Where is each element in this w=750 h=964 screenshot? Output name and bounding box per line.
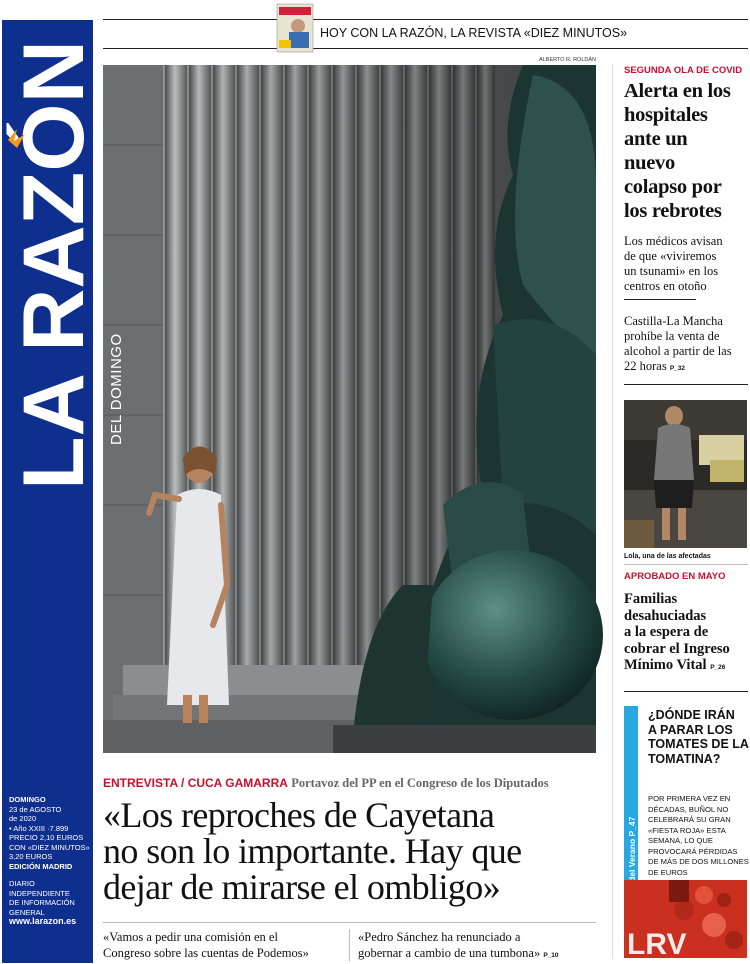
covid-brief-line: Castilla-La Mancha — [624, 314, 723, 328]
tomatina-headline-line: A PARAR LOS — [648, 722, 733, 737]
covid-kicker: SEGUNDA OLA DE COVID — [624, 65, 743, 76]
summer-section-page: P_47 — [627, 816, 637, 837]
tomatina-body-line: DE MÁS DE DOS MILLONES — [648, 857, 749, 866]
congress-lion-photo — [103, 65, 596, 753]
covid-sub-line: Los médicos avisan — [624, 234, 723, 248]
ingreso-rule — [624, 691, 748, 692]
tomatina-body-line: POR PRIMERA VEZ EN — [648, 794, 731, 803]
quote-left — [103, 929, 343, 961]
interviewee-role: Portavoz del PP en el Congreso de los Diputados — [291, 776, 549, 790]
tagline-2: INDEPENDIENTE — [9, 888, 70, 898]
ingreso-headline-line — [624, 657, 750, 677]
ingreso-headline[interactable] — [624, 591, 750, 677]
tomatina-headline-line: ¿DÓNDE IRÁN — [648, 708, 735, 722]
tomatina-headline[interactable] — [648, 708, 750, 766]
ingreso-page-ref: P_26 — [710, 664, 726, 671]
covid-brief-line — [624, 359, 750, 376]
quote-right-text: gobernar a cambio de una tumbona» — [358, 946, 541, 960]
covid-headline-line: Alerta en los — [624, 80, 731, 102]
tomatina-headline-line: TOMATINA? — [648, 751, 721, 766]
covid-headline-line: nuevo — [624, 152, 675, 174]
main-headline[interactable] — [103, 797, 603, 905]
ingreso-headline-text: Mínimo Vital — [624, 657, 707, 673]
price-3: 3,20 EUROS — [9, 852, 53, 861]
quote-left-line-2: Congreso sobre las cuentas de Podemos» — [103, 946, 309, 960]
caption-rule — [624, 564, 748, 565]
tomatina-headline-line: TOMATES DE LA — [648, 737, 749, 751]
issue-date-1: 23 de AGOSTO — [9, 804, 62, 814]
covid-headline-line: colapso por — [624, 176, 722, 198]
photo-credit: ALBERTO R. ROLDÁN — [539, 57, 596, 63]
covid-brief-line: alcohol a partir de las — [624, 344, 732, 358]
top-rule — [103, 19, 748, 20]
ingreso-headline-line: desahuciadas — [624, 607, 707, 624]
covid-brief-line: prohíbe la venta de — [624, 329, 720, 343]
diez-minutos-cover[interactable] — [277, 4, 313, 52]
tomatina-photo[interactable] — [624, 880, 747, 961]
ingreso-headline-line: cobrar el Ingreso — [624, 640, 730, 657]
covid-sub-line: de que «viviremos — [624, 249, 717, 263]
covid-headline-line: ante un — [624, 128, 688, 150]
tomatina-body-line: DÉCADAS, BUÑOL NO — [648, 804, 729, 814]
website-link[interactable]: www.larazon.es — [9, 916, 77, 926]
evicted-family-photo[interactable] — [624, 400, 747, 548]
logo-text: LA RAZÓN — [6, 48, 102, 490]
quote-right-line-1: «Pedro Sánchez ha renunciado a — [358, 930, 521, 944]
tagline-3: DE INFORMACIÓN — [9, 898, 75, 907]
quote-left-line-1: «Vamos a pedir una comisión en el — [103, 930, 278, 944]
section-label: ENTREVISTA / — [103, 776, 185, 790]
headline-line-2: no son lo importante. Hay que — [103, 831, 522, 871]
tagline-1: DIARIO — [9, 879, 35, 888]
tagline-4: GENERAL — [9, 907, 45, 917]
covid-brief-text: 22 horas — [624, 359, 667, 373]
issue-number: • Año XXIII ·7.899 — [9, 823, 69, 833]
tomato-fight-photo — [624, 880, 747, 961]
headline-line-1: «Los reproches de Cayetana — [103, 795, 495, 835]
price-1: PRECIO 2,10 EUROS — [9, 833, 84, 842]
issue-date-2: de 2020 — [9, 814, 37, 823]
tomatina-body-line: SEMANA, LO QUE — [648, 836, 713, 845]
covid-sub-line: centros en otoño — [624, 279, 707, 293]
promo-text[interactable]: HOY CON LA RAZÓN, LA REVISTA «DIEZ MINUTOS» — [320, 26, 628, 40]
covid-headline-line: los rebrotes — [624, 200, 722, 222]
tomatina-body-line: CELEBRARÁ SU GRAN — [648, 815, 731, 824]
covid-subhead — [624, 234, 750, 294]
promo-rule — [103, 48, 748, 49]
column-divider — [612, 64, 613, 959]
covid-headline[interactable] — [624, 79, 750, 223]
covid-short-rule — [624, 299, 696, 300]
quote-right — [358, 929, 603, 964]
covid-brief[interactable] — [624, 314, 750, 376]
ingreso-headline-line: a la espera de — [624, 624, 709, 640]
tomatina-body-line: DE EUROS — [648, 867, 688, 877]
edition: EDICIÓN MADRID — [9, 861, 73, 871]
covid-headline-line: hospitales — [624, 104, 708, 126]
tomatina-body-line: «FIESTA ROJA» ESTA — [648, 825, 726, 835]
covid-page-ref: P_32 — [669, 365, 686, 372]
ingreso-kicker: APROBADO EN MAYO — [624, 571, 726, 582]
masthead-info — [9, 795, 91, 927]
masthead-logo — [0, 20, 102, 790]
issue-day: DOMINGO — [9, 795, 46, 804]
page-ref: P_10 — [543, 952, 559, 959]
lrv-logo: LRV — [627, 928, 687, 961]
tomatina-body-line: PROVOCARÁ PÉRDIDAS — [648, 846, 738, 856]
quote-rule — [103, 922, 596, 923]
tomatina-body — [648, 794, 750, 878]
woman-photo — [624, 400, 747, 548]
edition-label: DEL DOMINGO — [108, 333, 125, 445]
headline-line-3: dejar de mirarse el ombligo» — [103, 867, 501, 907]
covid-rule — [624, 384, 748, 385]
photo-caption: Lola, una de las afectadas — [624, 553, 711, 560]
covid-sub-line: un tsunami» en los — [624, 264, 719, 278]
quote-divider — [349, 929, 350, 961]
main-kicker — [103, 776, 603, 791]
ingreso-headline-line: Familias — [624, 591, 678, 607]
quote-right-line-2 — [358, 945, 603, 964]
interviewee-name: CUCA GAMARRA — [187, 776, 288, 790]
price-2: CON «DIEZ MINUTOS» — [9, 842, 90, 852]
main-photo — [103, 65, 596, 753]
